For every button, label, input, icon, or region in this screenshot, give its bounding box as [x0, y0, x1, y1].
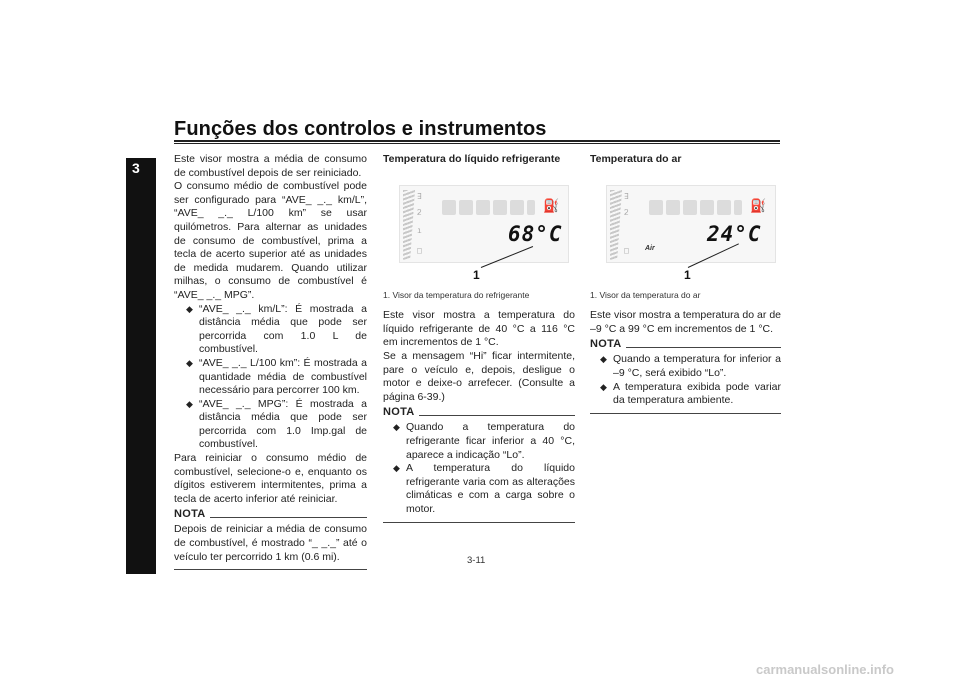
page-title: Funções dos controlos e instrumentos [174, 118, 547, 140]
chapter-tab [126, 158, 156, 574]
col1-nota-header [174, 508, 367, 523]
lcd-panel [606, 185, 776, 263]
title-rule-secondary [174, 143, 780, 144]
column-fuel-consumption [174, 153, 367, 570]
air-display-figure [606, 185, 776, 285]
figure-caption: 1. Visor da temperatura do ar [590, 289, 701, 300]
fuel-pump-icon: ⛽ [750, 197, 767, 213]
bar-graph-icon [403, 190, 415, 260]
list-item: ◆ Quando a temperatura do refrigerante ficar inferior a 40 °C, aparece a indicação “Lo”. [383, 421, 575, 462]
segment-digit-icon [476, 200, 490, 215]
nota-end-rule [383, 522, 575, 523]
page-number: 3-11 [467, 555, 486, 566]
col3-bullet-list [590, 353, 781, 407]
column-air-temperature [590, 153, 781, 414]
fuel-pump-icon: ⛽ [543, 197, 560, 213]
col2-paragraph-1: Este visor mostra a temperatura do líquido refrigerante de 40 °C a 116 °C em incrementos de 1 °C. [383, 309, 575, 349]
scale-mark-icon: ∃ [417, 191, 422, 201]
scale-mark-icon: ᒿ [417, 207, 422, 217]
list-item: ◆ A temperatura do líquido refrigerante varia com as alterações climáticas e com a carga sobre o motor. [383, 462, 575, 516]
segment-digit-icon [666, 200, 680, 215]
nota-label: NOTA [590, 338, 626, 350]
list-item: ◆ “AVE_ _._ MPG”: É mostrada a distância média que pode ser percorrida com 1.0 Imp.gal de combustível. [174, 398, 367, 452]
col1-paragraph-3: Para reiniciar o consumo médio de combustível, selecione-o e, enquanto os dígitos estiverem intermitentes, prima a tecla de acerto inferior até reiniciar. [174, 452, 367, 505]
scale-mark-icon: □ [624, 245, 629, 255]
watermark: carmanualsonline.info [756, 662, 894, 677]
segment-digit-icon [459, 200, 473, 215]
segment-digit-icon [683, 200, 697, 215]
column-coolant-temperature [383, 153, 575, 523]
coolant-display-figure [399, 185, 569, 285]
scale-mark-icon: □ [417, 245, 422, 255]
segment-digit-icon [442, 200, 456, 215]
nota-end-rule [590, 413, 781, 414]
segment-digit-icon [717, 200, 731, 215]
nota-label: NOTA [174, 508, 210, 520]
col1-nota-text: Depois de reiniciar a média de consumo de combustível, é mostrado “_ _._” até o veículo ter percorrido 1 km (0.6 mi). [174, 523, 367, 563]
list-item: ◆ Quando a temperatura for inferior a –9 °C, será exibido “Lo”. [590, 353, 781, 380]
coolant-temperature-readout: 68°C [508, 221, 563, 246]
col2-paragraph-2: Se a mensagem “Hi” ficar intermitente, pare o veículo e, depois, desligue o motor e deixe-o arrefecer. (Consulte a página 6-39.) [383, 349, 575, 403]
air-temperature-readout: 24°C [707, 221, 762, 246]
air-label: Air [645, 244, 655, 252]
title-rule [174, 140, 780, 142]
col1-paragraph-1: Este visor mostra a média de consumo de combustível depois de ser reiniciado. [174, 153, 367, 179]
col3-nota-header [590, 338, 781, 353]
scale-mark-icon: ᒿ [624, 207, 629, 217]
col1-paragraph-2: O consumo médio de combustível pode ser configurado para “AVE_ _._ km/L”, “AVE_ _._ L/100 km” se usar quilómetros. Para alternar as unidades de consumo de combustível, prima a tecla de acerto superior até as unidades de medida mudarem. Quando utilizar milhas, o consumo de combustível é “AVE_ _._ MPG”. [174, 180, 367, 301]
bar-graph-icon [610, 190, 622, 260]
list-item: ◆ “AVE_ _._ km/L”: É mostrada a distância média que pode ser percorrida com 1.0 L de combustível. [174, 303, 367, 357]
nota-end-rule [174, 569, 367, 570]
col2-nota-header [383, 406, 575, 421]
list-item: ◆ A temperatura exibida pode variar da temperatura ambiente. [590, 381, 781, 408]
figure-caption: 1. Visor da temperatura do refrigerante [383, 289, 530, 300]
segment-digit-icon [734, 200, 742, 215]
section-heading-air: Temperatura do ar [590, 153, 682, 165]
col2-bullet-list [383, 421, 575, 516]
segment-digit-icon [649, 200, 663, 215]
lcd-panel [399, 185, 569, 263]
segment-digit-icon [527, 200, 535, 215]
list-item: ◆ “AVE_ _._ L/100 km”: É mostrada a quantidade média de combustível necessário para percorrer 100 km. [174, 357, 367, 398]
section-heading-coolant: Temperatura do líquido refrigerante [383, 153, 561, 165]
nota-label: NOTA [383, 406, 419, 418]
segment-digit-icon [510, 200, 524, 215]
scale-mark-icon: ı [417, 225, 422, 235]
callout-number: 1 [684, 267, 691, 282]
segment-digit-icon [700, 200, 714, 215]
scale-mark-icon: ∃ [624, 191, 629, 201]
chapter-number: 3 [132, 160, 140, 176]
callout-number: 1 [473, 267, 480, 282]
col3-paragraph-1: Este visor mostra a temperatura do ar de –9 °C a 99 °C em incrementos de 1 °C. [590, 309, 781, 335]
segment-digit-icon [493, 200, 507, 215]
col1-bullet-list [174, 303, 367, 453]
